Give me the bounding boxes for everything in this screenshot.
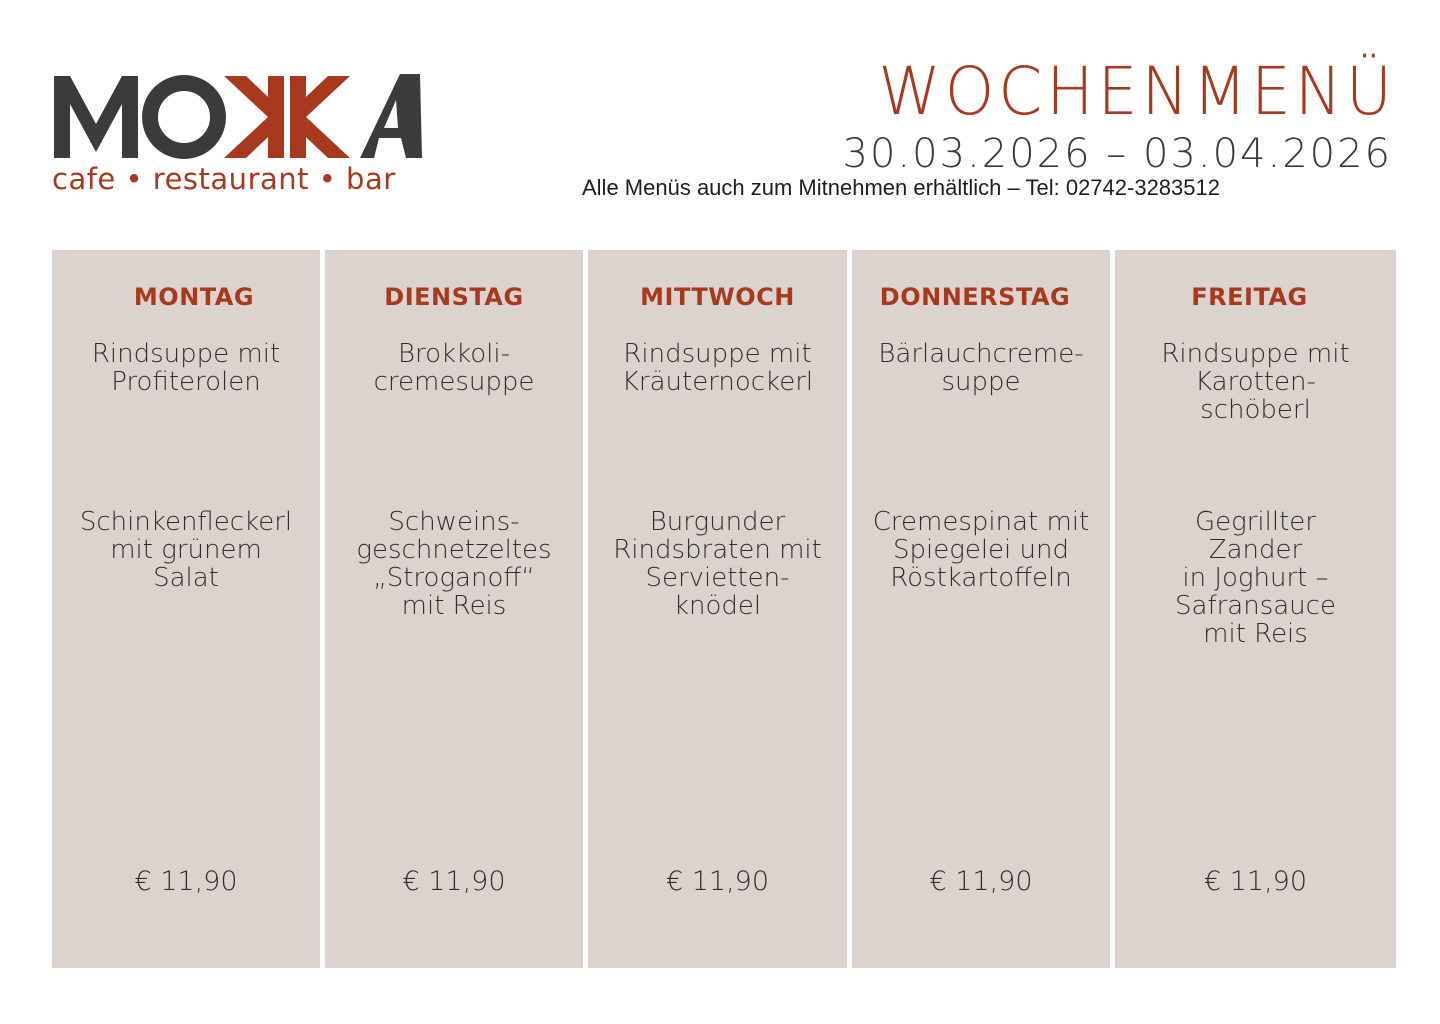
day-main-course: Schweins- geschnetzeltes „Stroganoff“ mit Reis bbox=[356, 507, 552, 621]
day-column-dienstag bbox=[325, 250, 583, 968]
day-soup: Bärlauchcreme- suppe bbox=[878, 339, 1084, 397]
day-column-mittwoch bbox=[588, 250, 847, 968]
day-name: MITTWOCH bbox=[640, 283, 795, 311]
day-price: € 11,90 bbox=[929, 866, 1033, 897]
logo bbox=[52, 66, 432, 206]
day-column-montag bbox=[52, 250, 320, 968]
day-name: FREITAG bbox=[1191, 283, 1308, 311]
day-name: MONTAG bbox=[133, 283, 255, 311]
logo-letter-m bbox=[54, 76, 138, 158]
page-title: WOCHENMENÜ bbox=[878, 53, 1396, 130]
day-main-course: Gegrillter Zander in Joghurt – Safransauce mit Reis bbox=[1175, 507, 1336, 649]
day-price: € 11,90 bbox=[402, 866, 506, 897]
weekly-menu-grid bbox=[52, 250, 1396, 968]
day-soup: Brokkoli- cremesuppe bbox=[373, 339, 535, 397]
day-price: € 11,90 bbox=[1203, 866, 1308, 897]
day-price: € 11,90 bbox=[665, 866, 770, 897]
day-name: DIENSTAG bbox=[384, 283, 524, 311]
day-main-course: Burgunder Rindsbraten mit Servietten- knödel bbox=[613, 507, 822, 621]
logo-tagline: cafe • restaurant • bar bbox=[52, 162, 396, 196]
day-soup: Rindsuppe mit Profiterolen bbox=[91, 339, 281, 397]
logo-letter-k bbox=[290, 76, 350, 158]
menu-date-range: 30.03.2026 – 03.04.2026 bbox=[842, 131, 1392, 177]
day-name: DONNERSTAG bbox=[879, 283, 1071, 311]
day-soup: Rindsuppe mit Karotten- schöberl bbox=[1161, 339, 1350, 425]
logo-letter-k-mirrored bbox=[224, 76, 284, 158]
day-soup: Rindsuppe mit Kräuternockerl bbox=[621, 339, 814, 397]
day-main-course: Cremespinat mit Spiegelei und Röstkartoffeln bbox=[872, 507, 1090, 593]
day-column-donnerstag bbox=[852, 250, 1110, 968]
takeaway-note: Alle Menüs auch zum Mitnehmen erhältlich – Tel: 02742-3283512 bbox=[582, 175, 1220, 200]
day-price: € 11,90 bbox=[134, 866, 238, 897]
mokka-wordmark bbox=[52, 66, 432, 162]
logo-letter-o bbox=[150, 83, 218, 151]
day-column-freitag bbox=[1115, 250, 1396, 968]
day-main-course: Schinkenfleckerl mit grünem Salat bbox=[79, 507, 293, 593]
